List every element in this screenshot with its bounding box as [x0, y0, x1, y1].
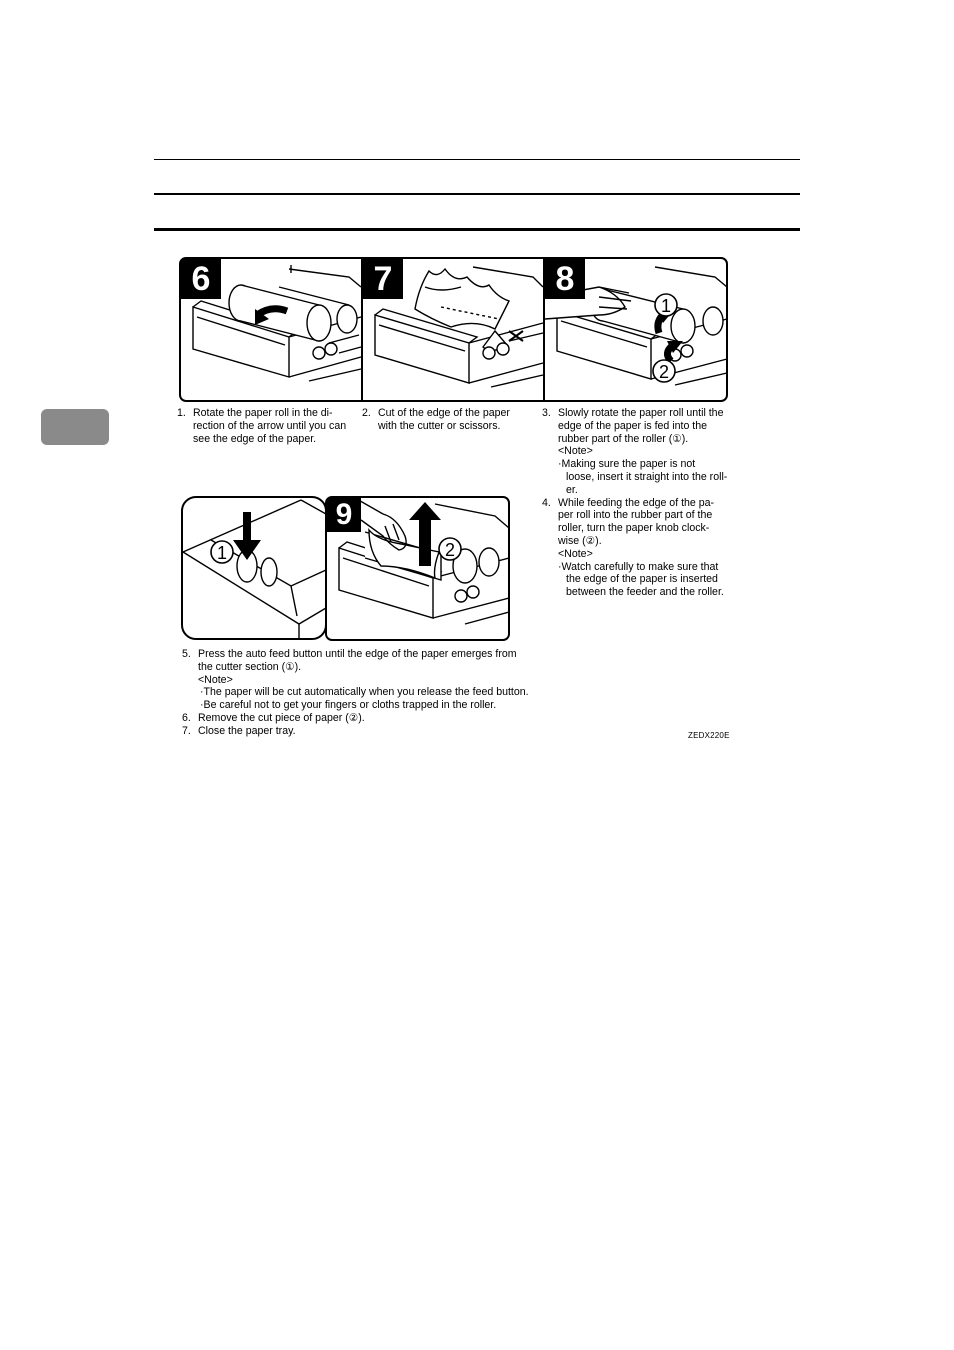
step-3-line-2: edge of the paper is fed into the: [558, 419, 708, 432]
step-1-line-2: rection of the arrow until you can: [193, 419, 347, 432]
step-4-line-3: roller, turn the paper knob clock-: [558, 522, 710, 535]
step-5-number: 5.: [182, 648, 191, 660]
steps-5-7: [182, 648, 529, 738]
feed-button-callout-1: 1: [216, 543, 228, 563]
header-rule-middle: [154, 193, 800, 195]
chapter-tab: [41, 409, 109, 445]
step-4-line-2: per roll into the rubber part of the: [558, 509, 713, 522]
step-5-note-label: <Note>: [198, 673, 233, 686]
header-rule-bottom: [154, 228, 800, 231]
step-5-line-1: Press the auto feed button until the edge of the paper emerges from: [198, 648, 517, 660]
step-2-line-2: with the cutter or scissors.: [378, 419, 501, 432]
step-3-line-1: Slowly rotate the paper roll until the: [558, 407, 724, 419]
illustration-panel-9: [325, 496, 511, 642]
step-2: [362, 407, 510, 433]
panel-6-badge: 6: [181, 259, 221, 299]
step-4-note-label: <Note>: [558, 547, 593, 560]
step-5-note-line-1: ·The paper will be cut automatically when you release the feed button.: [200, 686, 529, 699]
step-3-note-line-2: loose, insert it straight into the roll-: [566, 470, 728, 483]
step-6-number: 6.: [182, 711, 191, 724]
step-5-line-2: the cutter section (①).: [198, 660, 302, 673]
step-4-note-line-3: between the feeder and the roller.: [566, 586, 724, 599]
panel-8-callout-2: 2: [658, 362, 670, 382]
step-6-line-1: Remove the cut piece of paper (②).: [198, 711, 365, 724]
panel-7-badge: 7: [363, 259, 403, 299]
step-1-line-3: see the edge of the paper.: [193, 432, 317, 445]
panel-8-badge: 8: [545, 259, 585, 299]
step-7-line-1: Close the paper tray.: [198, 724, 296, 737]
step-4-number: 4.: [542, 496, 551, 509]
illustration-strip-top-drawing: [179, 257, 728, 403]
step-4-note-line-2: the edge of the paper is inserted: [566, 573, 718, 586]
illustration-feed-button: [181, 496, 329, 642]
panel-8-callout-1: 1: [660, 296, 672, 316]
step-3-4-column: [542, 407, 727, 599]
illustration-strip-top: [179, 257, 728, 403]
step-5-note-line-2: ·Be careful not to get your fingers or cloths trapped in the roller.: [200, 699, 497, 712]
panel-9-badge: 9: [327, 498, 361, 532]
step-2-number: 2.: [362, 407, 371, 419]
panel-9-callout-2: 2: [444, 540, 456, 560]
step-3-note-label: <Note>: [558, 445, 593, 458]
header-rule-top: [154, 159, 800, 160]
step-4-line-4: wise (②).: [558, 534, 602, 547]
step-4-line-1: While feeding the edge of the pa-: [558, 496, 715, 509]
step-1: [177, 407, 346, 445]
feed-button-drawing: [181, 496, 329, 642]
figure-code: ZEDX220E: [688, 731, 730, 740]
step-3-line-3: rubber part of the roller (①).: [558, 432, 689, 445]
step-2-line-1: Cut of the edge of the paper: [378, 407, 510, 419]
step-3-note-line-1: ·Making sure the paper is not: [558, 458, 696, 471]
step-3-note-line-3: er.: [566, 483, 578, 496]
step-1-line-1: Rotate the paper roll in the di-: [193, 407, 333, 419]
step-4-note-line-1: ·Watch carefully to make sure that: [558, 560, 719, 573]
step-1-number: 1.: [177, 407, 186, 419]
step-3-number: 3.: [542, 407, 551, 419]
step-7-number: 7.: [182, 724, 191, 737]
